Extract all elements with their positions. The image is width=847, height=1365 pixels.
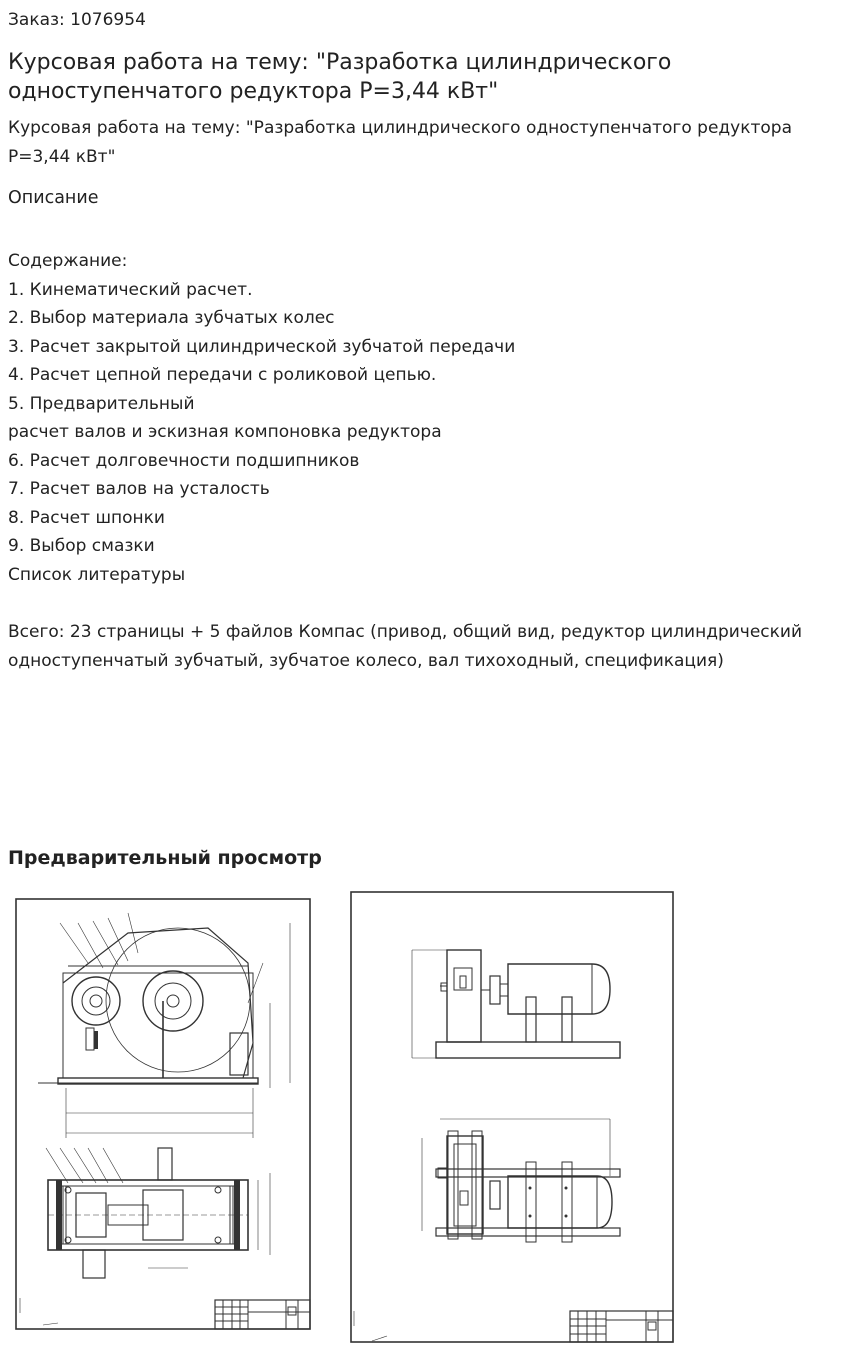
contents-item: расчет валов и эскизная компоновка редуктора bbox=[8, 422, 442, 442]
contents-item: Список литературы bbox=[8, 564, 186, 585]
contents-item: 8. Расчет шпонки bbox=[8, 507, 165, 528]
contents-item: 1. Кинематический расчет. bbox=[8, 279, 253, 300]
preview-heading: Предварительный просмотр bbox=[8, 847, 322, 869]
contents-item: 5. Предварительный bbox=[8, 393, 195, 414]
preview-thumbnail-reducer-drawing[interactable] bbox=[8, 893, 313, 1333]
contents-label: Содержание: bbox=[8, 251, 128, 271]
contents-item: 2. Выбор материала зубчатых колес bbox=[8, 308, 335, 328]
contents-item: 4. Расчет цепной передачи с роликовой цепью. bbox=[8, 365, 437, 385]
contents-item: 3. Расчет закрытой цилиндрической зубчатой передачи bbox=[8, 336, 516, 357]
preview-thumbnail-drive-drawing[interactable] bbox=[342, 886, 675, 1344]
total-pages-note: Всего: 23 страницы + 5 файлов Компас (привод, общий вид, редуктор цилиндрический одноступенчатый зубчатый, зубчатое колесо, вал тихоходный, спецификация) bbox=[8, 622, 803, 671]
page-title: Курсовая работа на тему: "Разработка цилиндрического одноступенчатого редуктора Р=3,44 кВт" bbox=[8, 50, 672, 104]
page-subtitle: Курсовая работа на тему: "Разработка цилиндрического одноступенчатого редуктора Р=3,44 кВт" bbox=[8, 118, 792, 167]
contents-block bbox=[8, 247, 839, 589]
drive-drawing-image bbox=[342, 886, 675, 1344]
order-number: Заказ: 1076954 bbox=[8, 10, 146, 30]
reducer-drawing-image bbox=[8, 893, 313, 1333]
description-heading: Описание bbox=[8, 188, 99, 208]
contents-item: 9. Выбор смазки bbox=[8, 536, 155, 556]
contents-item: 7. Расчет валов на усталость bbox=[8, 479, 270, 499]
contents-item: 6. Расчет долговечности подшипников bbox=[8, 450, 360, 471]
